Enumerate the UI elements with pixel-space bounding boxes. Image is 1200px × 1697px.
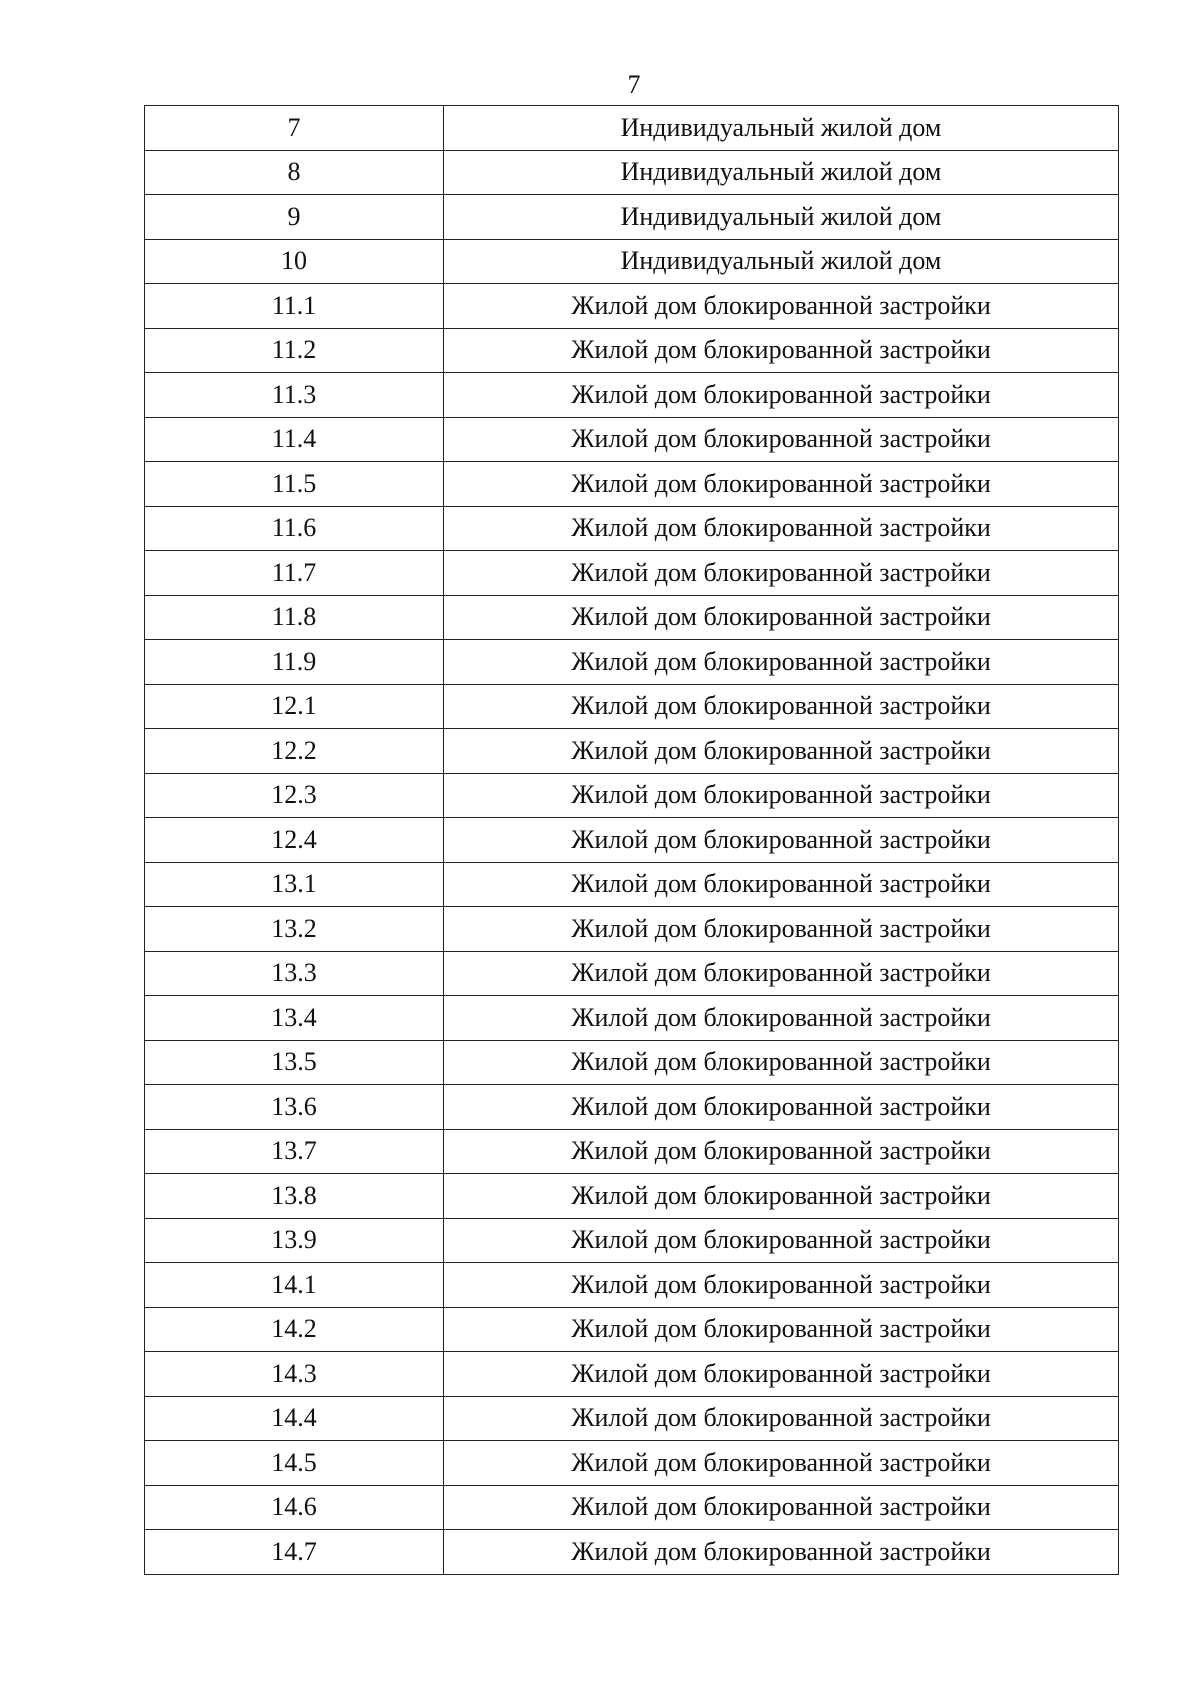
- table-row: [145, 818, 1119, 863]
- row-number-cell: 12.1: [145, 684, 444, 729]
- table-row: [145, 640, 1119, 685]
- building-type-cell: Жилой дом блокированной застройки: [444, 595, 1119, 640]
- row-number-cell: 11.1: [145, 284, 444, 329]
- table-row: [145, 1174, 1119, 1219]
- table-row: [145, 729, 1119, 774]
- table-row: [145, 862, 1119, 907]
- building-type-cell: Жилой дом блокированной застройки: [444, 640, 1119, 685]
- page-number: 7: [627, 70, 641, 99]
- building-type-cell: Жилой дом блокированной застройки: [444, 773, 1119, 818]
- buildings-table: [144, 105, 1119, 1575]
- table-row: [145, 907, 1119, 952]
- row-number-cell: 11.6: [145, 506, 444, 551]
- row-number-cell: 14.4: [145, 1396, 444, 1441]
- table-row: [145, 1085, 1119, 1130]
- building-type-cell: Жилой дом блокированной застройки: [444, 1129, 1119, 1174]
- row-number-cell: 13.7: [145, 1129, 444, 1174]
- row-number-cell: 12.3: [145, 773, 444, 818]
- table-row: [145, 1396, 1119, 1441]
- table-row: [145, 1307, 1119, 1352]
- building-type-cell: Жилой дом блокированной застройки: [444, 1441, 1119, 1486]
- row-number-cell: 11.3: [145, 373, 444, 418]
- building-type-cell: Жилой дом блокированной застройки: [444, 1218, 1119, 1263]
- row-number-cell: 11.4: [145, 417, 444, 462]
- building-type-cell: Жилой дом блокированной застройки: [444, 1174, 1119, 1219]
- building-type-cell: Индивидуальный жилой дом: [444, 106, 1119, 151]
- table-row: [145, 239, 1119, 284]
- table-row: [145, 996, 1119, 1041]
- row-number-cell: 14.1: [145, 1263, 444, 1308]
- building-type-cell: Жилой дом блокированной застройки: [444, 551, 1119, 596]
- building-type-cell: Жилой дом блокированной застройки: [444, 506, 1119, 551]
- table-row: [145, 373, 1119, 418]
- table-row: [145, 1263, 1119, 1308]
- row-number-cell: 12.2: [145, 729, 444, 774]
- row-number-cell: 13.6: [145, 1085, 444, 1130]
- row-number-cell: 14.2: [145, 1307, 444, 1352]
- building-type-cell: Жилой дом блокированной застройки: [444, 1307, 1119, 1352]
- building-type-cell: Жилой дом блокированной застройки: [444, 1085, 1119, 1130]
- table-row: [145, 106, 1119, 151]
- table-row: [145, 551, 1119, 596]
- row-number-cell: 13.3: [145, 951, 444, 996]
- building-type-cell: Жилой дом блокированной застройки: [444, 951, 1119, 996]
- row-number-cell: 11.7: [145, 551, 444, 596]
- row-number-cell: 10: [145, 239, 444, 284]
- table-row: [145, 1129, 1119, 1174]
- table-row: [145, 1530, 1119, 1575]
- table-row: [145, 462, 1119, 507]
- table-row: [145, 284, 1119, 329]
- table-row: [145, 417, 1119, 462]
- building-type-cell: Жилой дом блокированной застройки: [444, 996, 1119, 1041]
- row-number-cell: 14.3: [145, 1352, 444, 1397]
- building-type-cell: Жилой дом блокированной застройки: [444, 1396, 1119, 1441]
- building-type-cell: Жилой дом блокированной застройки: [444, 729, 1119, 774]
- building-type-cell: Жилой дом блокированной застройки: [444, 1040, 1119, 1085]
- building-type-cell: Жилой дом блокированной застройки: [444, 1352, 1119, 1397]
- building-type-cell: Жилой дом блокированной застройки: [444, 417, 1119, 462]
- table-row: [145, 150, 1119, 195]
- building-type-cell: Жилой дом блокированной застройки: [444, 328, 1119, 373]
- row-number-cell: 13.1: [145, 862, 444, 907]
- table-row: [145, 195, 1119, 240]
- row-number-cell: 13.8: [145, 1174, 444, 1219]
- row-number-cell: 14.7: [145, 1530, 444, 1575]
- building-type-cell: Жилой дом блокированной застройки: [444, 862, 1119, 907]
- table-row: [145, 1485, 1119, 1530]
- building-type-cell: Жилой дом блокированной застройки: [444, 907, 1119, 952]
- row-number-cell: 11.9: [145, 640, 444, 685]
- table-row: [145, 1352, 1119, 1397]
- table-row: [145, 684, 1119, 729]
- row-number-cell: 13.5: [145, 1040, 444, 1085]
- building-type-cell: Жилой дом блокированной застройки: [444, 684, 1119, 729]
- row-number-cell: 9: [145, 195, 444, 240]
- table-row: [145, 1441, 1119, 1486]
- row-number-cell: 14.6: [145, 1485, 444, 1530]
- table-body: [145, 106, 1119, 1575]
- row-number-cell: 11.2: [145, 328, 444, 373]
- table-row: [145, 328, 1119, 373]
- building-type-cell: Индивидуальный жилой дом: [444, 195, 1119, 240]
- building-type-cell: Жилой дом блокированной застройки: [444, 1485, 1119, 1530]
- row-number-cell: 8: [145, 150, 444, 195]
- building-type-cell: Индивидуальный жилой дом: [444, 239, 1119, 284]
- row-number-cell: 13.2: [145, 907, 444, 952]
- row-number-cell: 14.5: [145, 1441, 444, 1486]
- building-type-cell: Жилой дом блокированной застройки: [444, 818, 1119, 863]
- table-row: [145, 773, 1119, 818]
- building-type-cell: Жилой дом блокированной застройки: [444, 373, 1119, 418]
- building-type-cell: Индивидуальный жилой дом: [444, 150, 1119, 195]
- building-type-cell: Жилой дом блокированной застройки: [444, 1530, 1119, 1575]
- row-number-cell: 11.5: [145, 462, 444, 507]
- table-row: [145, 1218, 1119, 1263]
- building-type-cell: Жилой дом блокированной застройки: [444, 284, 1119, 329]
- building-type-cell: Жилой дом блокированной застройки: [444, 1263, 1119, 1308]
- table-row: [145, 595, 1119, 640]
- table-row: [145, 951, 1119, 996]
- row-number-cell: 12.4: [145, 818, 444, 863]
- row-number-cell: 13.9: [145, 1218, 444, 1263]
- row-number-cell: 7: [145, 106, 444, 151]
- table-row: [145, 1040, 1119, 1085]
- row-number-cell: 13.4: [145, 996, 444, 1041]
- table-row: [145, 506, 1119, 551]
- building-type-cell: Жилой дом блокированной застройки: [444, 462, 1119, 507]
- row-number-cell: 11.8: [145, 595, 444, 640]
